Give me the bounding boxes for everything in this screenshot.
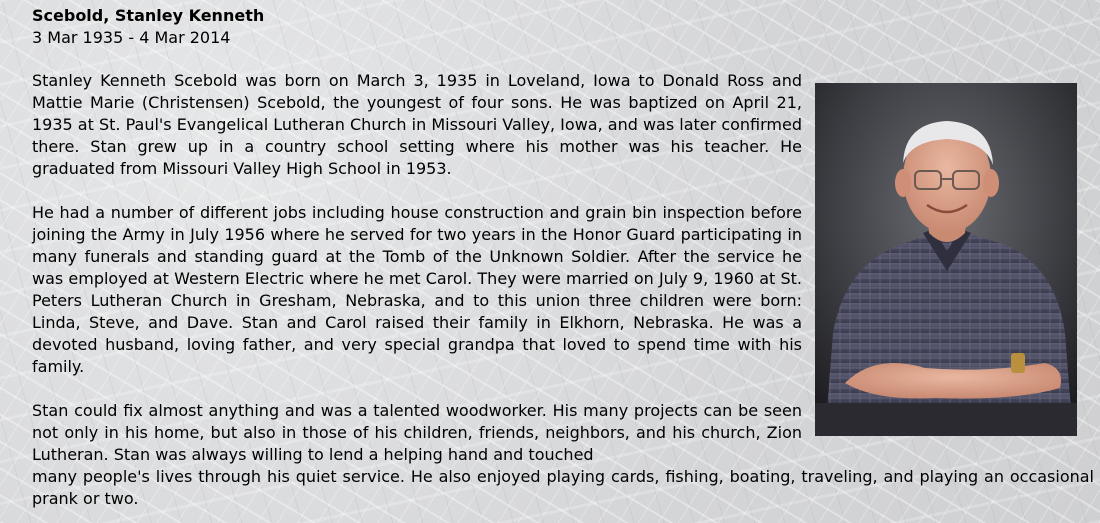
obituary-paragraph-3-part-2: many people's lives through his quiet service. He also enjoyed playing cards, fishing, boating, traveling, and playing an occasional prank or two. [32,467,1094,508]
obituary-paragraph-3-part-1: Stan could fix almost anything and was a talented woodworker. His many projects can be seen not only in his home, but also in those of his children, friends, neighbors, and his church, Zion Lutheran. Stan was always willing to lend a helping hand and touched [32,401,802,464]
obituary-paragraph-1: Stanley Kenneth Scebold was born on March 3, 1935 in Loveland, Iowa to Donald Ross and Mattie Marie (Christensen) Scebold, the youngest of four sons. He was baptized on April 21, 1935 at St. Paul's Evangelical Lutheran Church in Missouri Valley, Iowa, and was later confirmed there. Stan grew up in a country school setting where his mother was his teacher. He graduated from Missouri Valley High School in 1953. [32,71,802,178]
portrait-illustration [815,83,1077,436]
portrait-photo [815,83,1077,436]
obituary-name: Scebold, Stanley Kenneth [32,6,265,25]
obituary-paragraph-2: He had a number of different jobs including house construction and grain bin inspection before joining the Army in July 1956 where he served for two years in the Honor Guard participating in many funerals and standing guard at the Tomb of the Unknown Soldier. After the service he was employed at Western Electric where he met Carol. They were married on July 9, 1960 at St. Peters Lutheran Church in Gresham, Nebraska, and to this union three children were born: Linda, Steve, and Dave. Stan and Carol raised their family in Elkhorn, Nebraska. He was a devoted husband, loving father, and very special grandpa that loved to spend time with his family. [32,203,802,376]
obituary-dates: 3 Mar 1935 - 4 Mar 2014 [32,28,231,47]
